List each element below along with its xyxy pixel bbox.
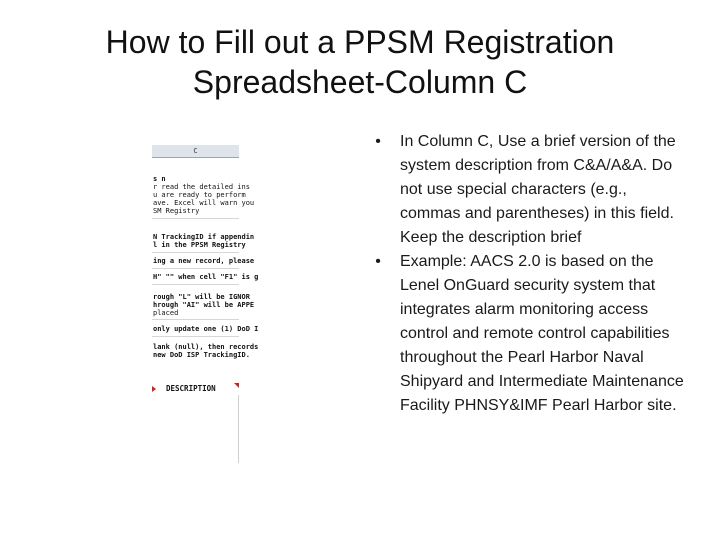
row-divider (152, 283, 239, 286)
instruction-block-6 (152, 325, 259, 333)
instruction-block-3 (152, 257, 255, 265)
sheet-line: ave. Excel will warn you (153, 199, 255, 207)
grid-edge (238, 395, 239, 463)
instruction-block-top (152, 175, 255, 215)
sheet-line: rough "L" will be IGNOR (153, 293, 250, 301)
bullet-text: Example: AACS 2.0 is based on the Lenel OnGuard security system that integrates alarm monitoring access control and remote control capabilities throughout the Pearl Harbor Naval Shipyard and Intermediate Maintenance Facility PHNSY&IMF Pearl Harbor site. (400, 253, 684, 414)
sheet-line: s n (153, 175, 166, 183)
bullet-icon: • (375, 133, 381, 150)
sheet-line: only update one (1) DoD I (153, 325, 259, 333)
sheet-line: hrough "AI" will be APPE (153, 301, 255, 309)
spreadsheet-snippet (152, 145, 259, 463)
column-c-header: C (152, 145, 239, 158)
description-column-header: DESCRIPTION (166, 384, 216, 393)
row-divider (152, 217, 239, 220)
sheet-line: H" "" when cell "F1" is g (153, 273, 259, 281)
sheet-line: u are ready to perform (153, 191, 246, 199)
sheet-line: placed (153, 309, 179, 317)
instruction-block-5 (152, 293, 255, 317)
sheet-line: r read the detailed ins (153, 183, 250, 191)
bullet-icon: • (375, 253, 381, 270)
sheet-line: lank (null), then records (153, 343, 259, 351)
instruction-block-7 (152, 343, 259, 359)
sheet-line: ing a new record, please (153, 257, 255, 265)
slide-title (40, 22, 680, 102)
slide-title-line-1: How to Fill out a PPSM Registration (105, 24, 615, 60)
sheet-line: N TrackingID if appendin (153, 233, 255, 241)
instruction-block-4 (152, 273, 259, 281)
bullet-item (366, 250, 686, 418)
row-divider (152, 251, 239, 254)
bullet-item (366, 130, 686, 250)
comment-indicator-icon (234, 383, 239, 388)
row-divider (152, 267, 239, 270)
bullet-list (366, 130, 686, 418)
bullet-text: In Column C, Use a brief version of the system description from C&A/A&A. Do not use special characters (e.g., commas and parentheses) in this field. Keep the description brief (400, 133, 676, 246)
instruction-block-2 (152, 233, 255, 249)
row-divider (152, 318, 239, 321)
slide-title-line-2: Spreadsheet-Column C (192, 64, 528, 100)
sheet-line: l in the PPSM Registry (153, 241, 246, 249)
row-divider (152, 335, 239, 338)
sheet-line: SM Registry (153, 207, 200, 215)
sheet-line: new DoD ISP TrackingID. (153, 351, 250, 359)
